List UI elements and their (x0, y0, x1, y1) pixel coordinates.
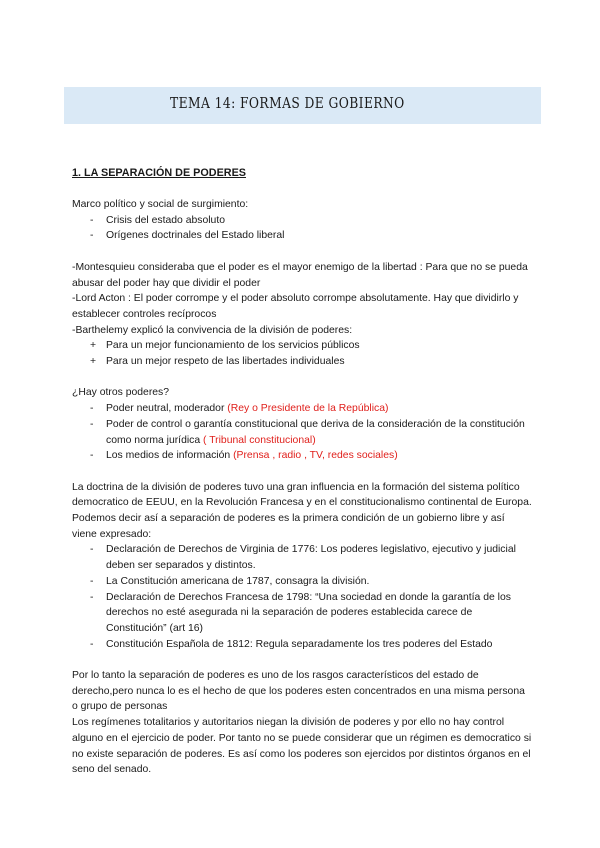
list-item: - La Constitución americana de 1787, consagra la división. (72, 574, 532, 590)
highlight-red: (Prensa , radio , TV, redes sociales) (233, 450, 398, 462)
list-item: + Para un mejor respeto de las libertades individuales (72, 354, 532, 370)
list-item: + Para un mejor funcionamiento de los servicios públicos (72, 338, 532, 354)
list-item: - Constitución Española de 1812: Regula separadamente los tres poderes del Estado (72, 637, 532, 653)
highlight-red: ( Tribunal constitucional) (203, 434, 316, 446)
context-list (72, 213, 532, 244)
list-item: - Crisis del estado absoluto (72, 213, 532, 229)
page-title: TEMA 14: FORMAS DE GOBIERNO (170, 94, 405, 112)
context-intro: Marco político y social de surgimiento: (72, 199, 249, 210)
barthelemy-text: -Barthelemy explicó la convivencia de la división de poderes: (72, 324, 353, 336)
doctrine-paragraph: La doctrina de la división de poderes tuvo una gran influencia en la formación del sistema político democratico de EEUU, en la Revolución Francesa y en el constitucionalismo continental de Europa. Podemos decir así a separación de poderes es la primera condición de un gobierno libre y así viene expresado: (72, 481, 532, 540)
acton-text: -Lord Acton : El poder corrompe y el poder absoluto corrompe absolutamente. Hay que dividirlo y establecer controles recíprocos (72, 293, 519, 320)
montesquieu-text: -Montesquieu consideraba que el poder es el mayor enemigo de la libertad : Para que no se pueda abusar del poder hay que dividir el poder (72, 261, 528, 289)
context-block (72, 197, 532, 244)
bullet-dash: - (90, 575, 94, 587)
bullet-plus: + (90, 340, 97, 352)
other-powers-question: ¿Hay otros poderes? (72, 387, 170, 399)
bullet-dash: - (90, 230, 94, 242)
bullet-plus: + (90, 356, 97, 368)
bullet-dash: - (90, 544, 94, 556)
bullet-dash: - (90, 591, 94, 603)
highlight-red: (Rey o Presidente de la República) (227, 403, 389, 415)
list-item: - Poder de control o garantía constitucional que deriva de la consideración de la constitución como norma jurídica ( Tribunal constitucional) (90, 418, 525, 446)
bullet-dash: - (90, 403, 94, 415)
other-powers-list (72, 401, 532, 464)
bullet-dash: - (90, 418, 94, 430)
other-powers-block (72, 385, 532, 464)
bullet-dash: - (90, 638, 94, 650)
section-heading: 1. LA SEPARACIÓN DE PODERES (72, 167, 246, 179)
authors-block (72, 260, 532, 370)
list-item: - Los medios de información (Prensa , radio , TV, redes sociales) (72, 448, 532, 464)
list-item: - Poder neutral, moderador (Rey o Presidente de la República) (72, 401, 532, 417)
bullet-dash: - (90, 450, 94, 462)
declarations-list (72, 542, 532, 652)
list-item: - Orígenes doctrinales del Estado liberal (72, 228, 532, 244)
bullet-dash: - (90, 214, 94, 226)
conclusion-block (72, 668, 532, 778)
barthelemy-list (72, 338, 532, 369)
document-body (72, 197, 532, 778)
list-item: - Declaración de Derechos Francesa de 1798: “Una sociedad en donde la garantía de los derechos no esté asegurada ni la separación de poderes establecida carece de Constitución” (art 16) (90, 591, 511, 634)
conclusion-paragraph-2: Los regímenes totalitarios y autoritarios niegan la división de poderes y por ello no hay control alguno en el ejercicio de poder. Por tanto no se puede considerar que un régimen es democratico si no existe separación de poderes. Es así como los poderes son ejercidos por distintos órganos en el seno del senado. (72, 717, 532, 776)
list-item: - Declaración de Derechos de Virginia de 1776: Los poderes legislativo, ejecutivo y judicial deben ser separados y distintos. (90, 544, 516, 572)
conclusion-paragraph-1: Por lo tanto la separación de poderes es uno de los rasgos característicos del estado de derecho,pero nunca lo es el hecho de que los poderes esten concentrados en una misma persona o grupo de personas (72, 670, 525, 713)
doctrine-block (72, 480, 532, 653)
